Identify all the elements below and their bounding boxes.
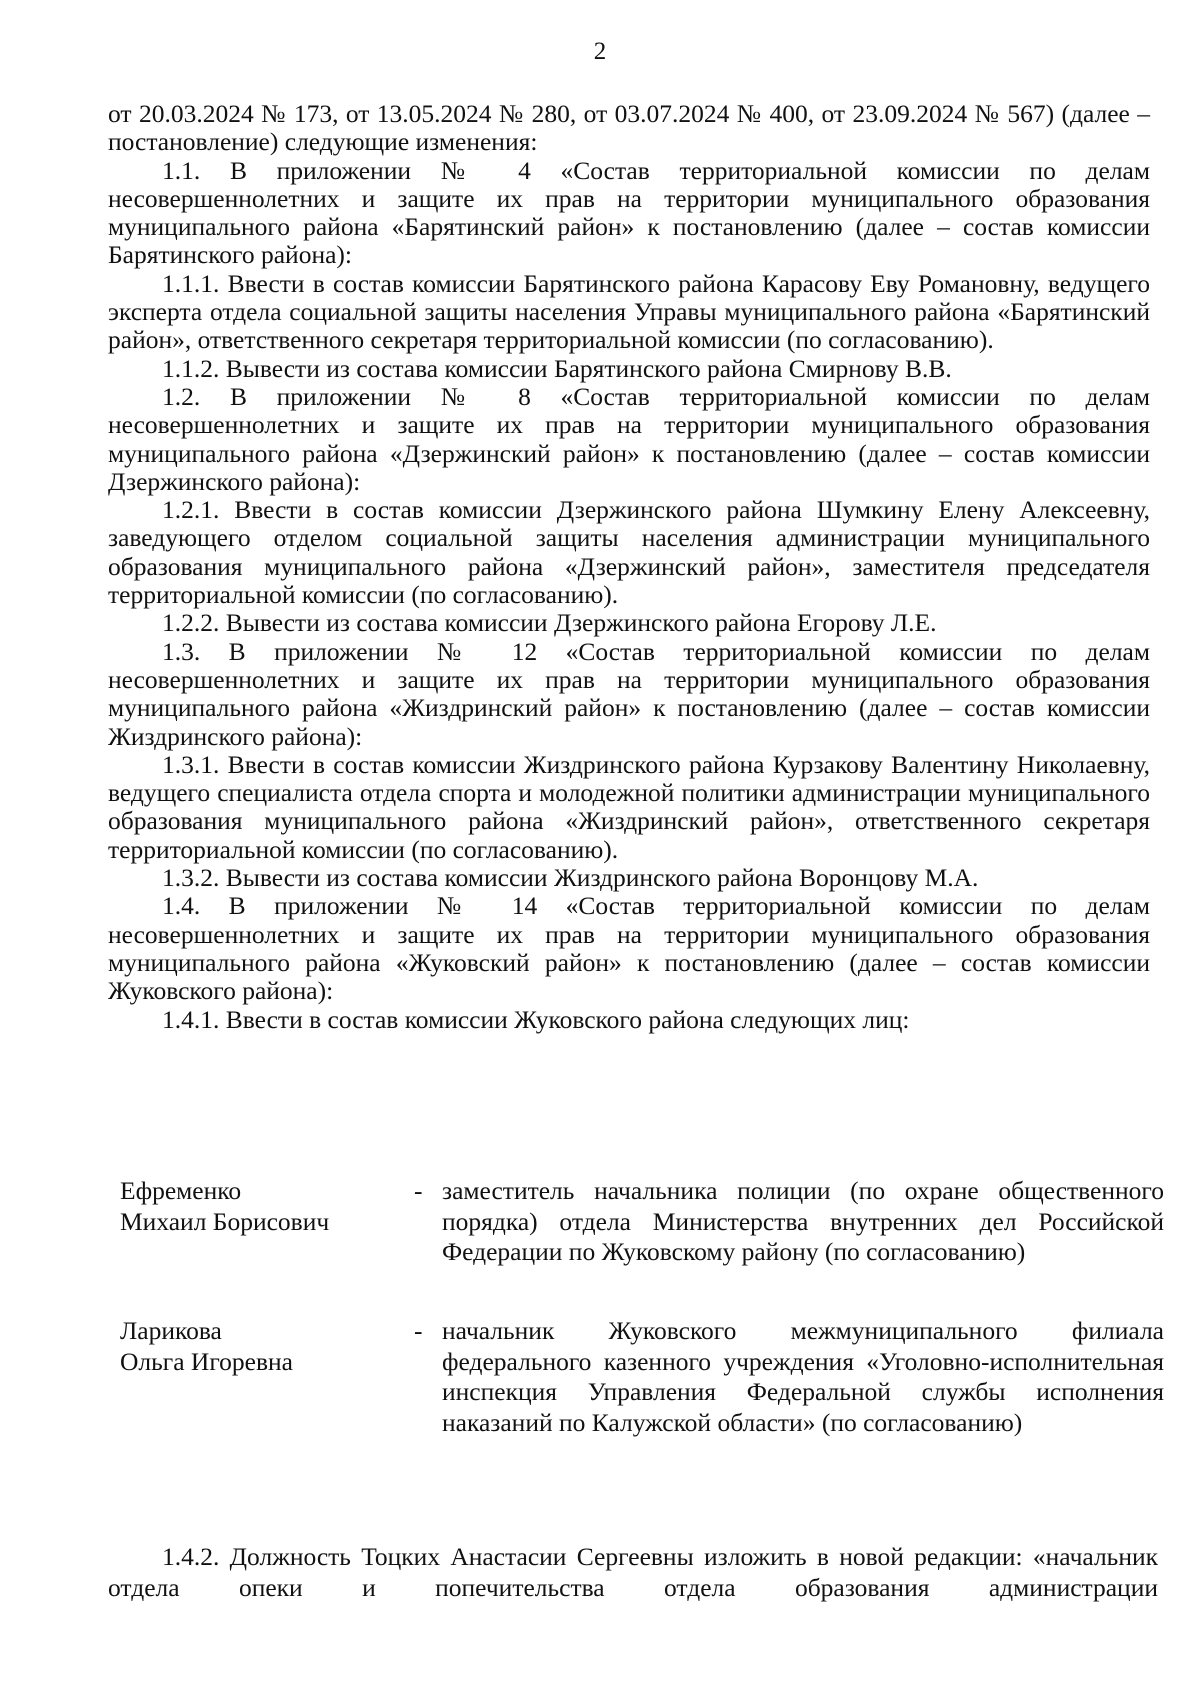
dash-separator: -	[414, 1176, 423, 1205]
paragraph-1-4-2: 1.4.2. Должность Тоцких Анастасии Сергеевны изложить в новой редакции: «начальник отдела опеки и попечительства отдела образования администрации	[108, 1542, 1158, 1602]
paragraph-1-4: 1.4. В приложении № 14 «Состав территориальной комиссии по делам несовершеннолетних и защите их прав на территории муниципального образования муниципального района «Жуковский район» к постановлению (далее – состав комиссии Жуковского района):	[108, 891, 1150, 1006]
body-text-continued	[108, 1541, 1158, 1603]
paragraph-1-1-2: 1.1.2. Вывести из состава комиссии Барятинского района Смирнову В.В.	[162, 353, 952, 383]
paragraph-1-3-2: 1.3.2. Вывести из состава комиссии Жиздринского района Воронцову М.А.	[162, 863, 979, 893]
paragraph-1-2: 1.2. В приложении № 8 «Состав территориальной комиссии по делам несовершеннолетних и защите их прав на территории муниципального образования муниципального района «Дзержинский район» к постановлению (далее – состав комиссии Дзержинского района):	[108, 381, 1150, 496]
person-name	[120, 1176, 410, 1237]
person-given-names: Михаил Борисович	[120, 1206, 330, 1236]
paragraph-1-1: 1.1. В приложении № 4 «Состав территориальной комиссии по делам несовершеннолетних и защите их прав на территории муниципального образования муниципального района «Барятинский район» к постановлению (далее – состав комиссии Барятинского района):	[108, 155, 1150, 270]
dash-separator: -	[414, 1316, 423, 1345]
paragraph-1-1-1: 1.1.1. Ввести в состав комиссии Барятинского района Карасову Еву Романовну, ведущего эксперта отдела социальной защиты населения Управы муниципального района «Барятинский район», ответственного секретаря территориальной комиссии (по согласованию).	[108, 268, 1150, 355]
person-surname: Ларикова	[120, 1316, 222, 1345]
person-name	[120, 1316, 410, 1377]
person-role: заместитель начальника полиции (по охране общественного порядка) отдела Министерства внутренних дел Российской Федерации по Жуковскому району (по согласованию)	[442, 1176, 1164, 1266]
person-given-names: Ольга Игоревна	[120, 1346, 293, 1376]
body-text	[108, 100, 1150, 1034]
person-role: начальник Жуковского межмуниципального филиала федерального казенного учреждения «Уголовно-исполнительная инспекция Управления Федеральной службы исполнения наказаний по Калужской области» (по согласованию)	[442, 1316, 1164, 1437]
paragraph-continuation: от 20.03.2024 № 173, от 13.05.2024 № 280, от 03.07.2024 № 400, от 23.09.2024 № 567) (далее – постановление) следующие изменения:	[108, 99, 1150, 157]
paragraph-1-3-1: 1.3.1. Ввести в состав комиссии Жиздринского района Курзакову Валентину Николаевну, ведущего специалиста отдела спорта и молодежной политики администрации муниципального образования муниципального района «Жиздринский район», ответственного секретаря территориальной комиссии (по согласованию).	[108, 749, 1150, 864]
paragraph-1-3: 1.3. В приложении № 12 «Состав территориальной комиссии по делам несовершеннолетних и защите их прав на территории муниципального образования муниципального района «Жиздринский район» к постановлению (далее – состав комиссии Жиздринского района):	[108, 636, 1150, 751]
paragraph-1-2-2: 1.2.2. Вывести из состава комиссии Дзержинского района Егорову Л.Е.	[162, 608, 937, 638]
person-surname: Ефременко	[120, 1176, 242, 1205]
page-number: 2	[593, 38, 607, 65]
paragraph-1-4-1: 1.4.1. Ввести в состав комиссии Жуковского района следующих лиц:	[162, 1004, 910, 1034]
paragraph-1-2-1: 1.2.1. Ввести в состав комиссии Дзержинского района Шумкину Елену Алексеевну, заведующего отделом социальной защиты населения администрации муниципального образования муниципального района «Дзержинский район», заместителя председателя территориальной комиссии (по согласованию).	[108, 495, 1150, 610]
